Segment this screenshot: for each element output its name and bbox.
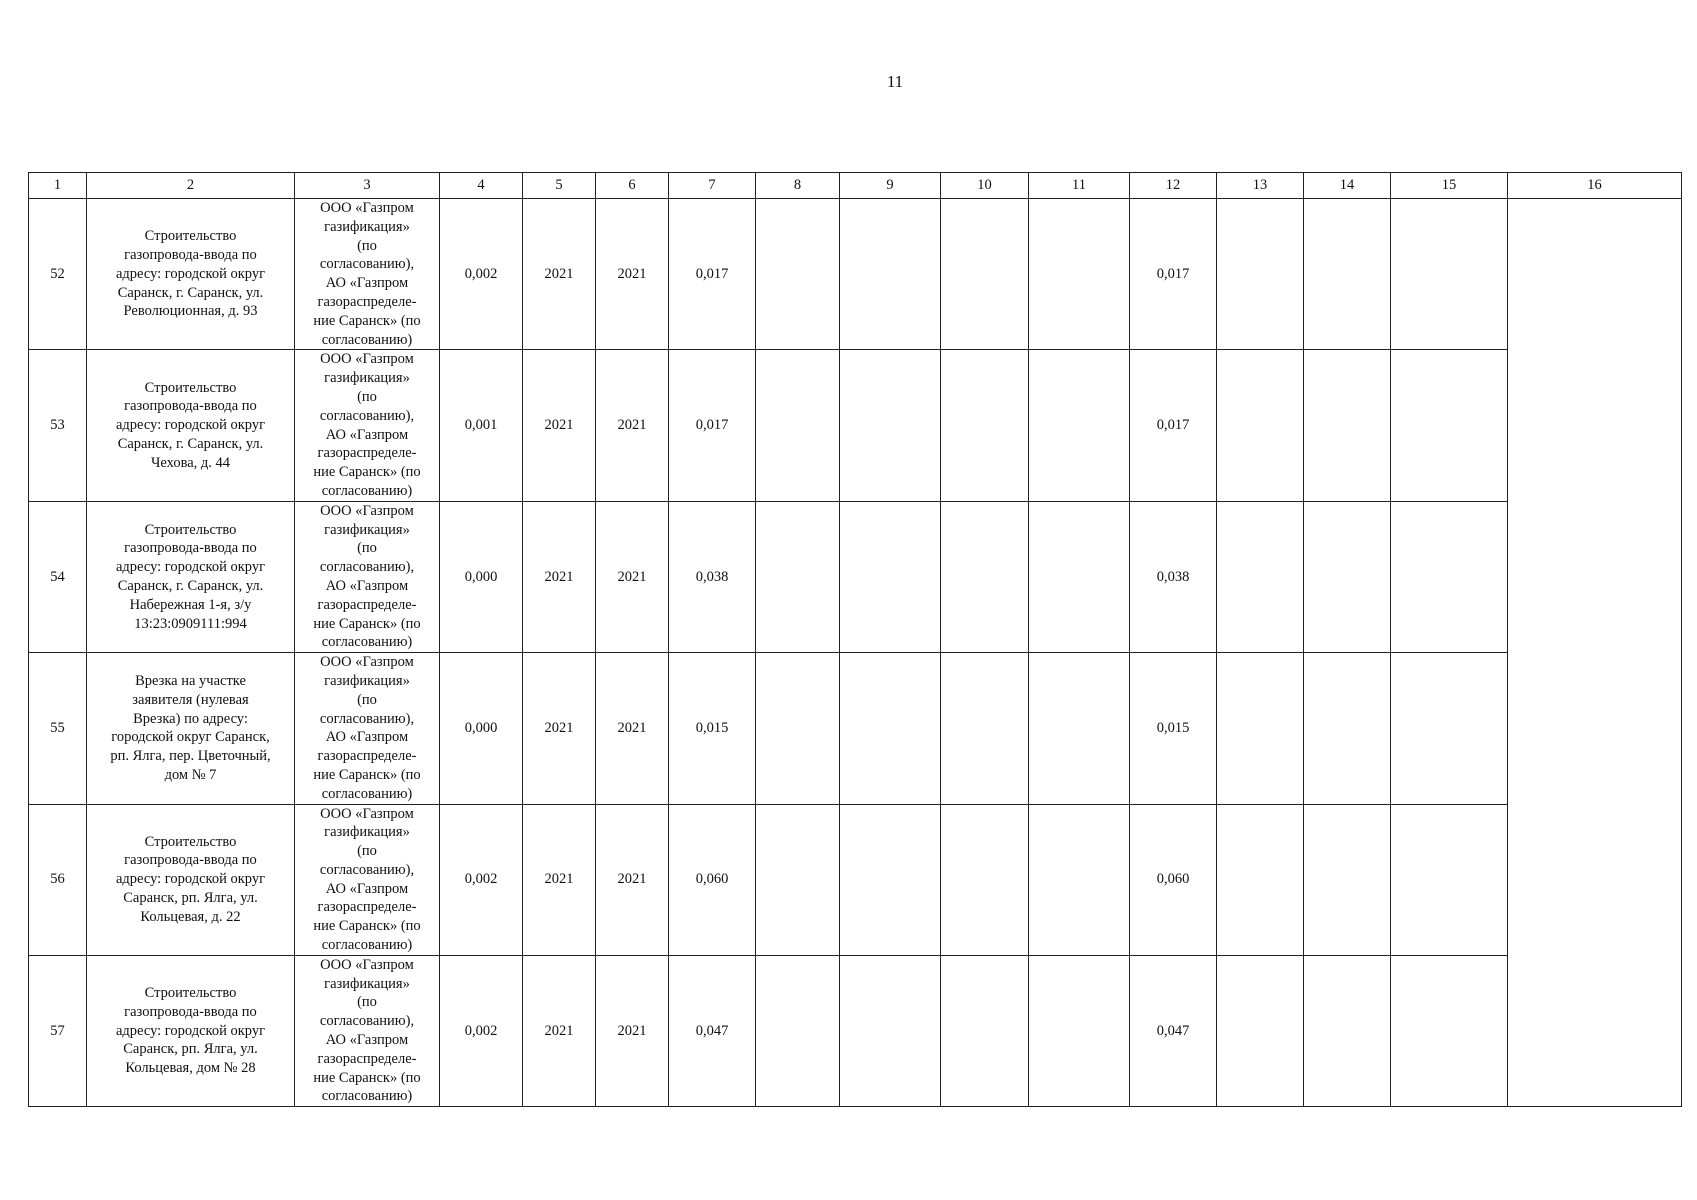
organization-line: АО «Газпром — [325, 1032, 409, 1049]
organization-line: (по — [357, 843, 377, 860]
column-10-cell — [941, 501, 1029, 652]
organization-line: газораспределе- — [317, 596, 417, 613]
column-11-cell — [1029, 804, 1130, 955]
column-header-1: 1 — [29, 173, 87, 199]
column-11-cell — [1029, 955, 1130, 1106]
column-header-16: 16 — [1508, 173, 1682, 199]
table-row — [29, 199, 1682, 350]
object-name-line: Строительство — [144, 833, 237, 850]
column-7-cell: 0,017 — [669, 350, 756, 501]
column-4-cell: 0,001 — [440, 350, 523, 501]
column-header-9: 9 — [840, 173, 941, 199]
column-8-cell — [756, 653, 840, 804]
column-15-cell — [1391, 653, 1508, 804]
organization-line: АО «Газпром — [325, 729, 409, 746]
column-10-cell — [941, 955, 1029, 1106]
column-9-cell — [840, 955, 941, 1106]
organization-line: согласованию) — [321, 937, 413, 954]
organization-line: (по — [357, 994, 377, 1011]
column-12-cell: 0,017 — [1130, 350, 1217, 501]
row-number-cell: 54 — [29, 501, 87, 652]
object-name-line: Саранск, г. Саранск, ул. — [117, 577, 264, 594]
column-12-cell: 0,015 — [1130, 653, 1217, 804]
row-number-cell: 53 — [29, 350, 87, 501]
table-row — [29, 653, 1682, 804]
object-name-line: Кольцевая, дом № 28 — [125, 1060, 256, 1077]
column-12-cell: 0,038 — [1130, 501, 1217, 652]
column-5-cell: 2021 — [523, 501, 596, 652]
column-11-cell — [1029, 501, 1130, 652]
column-7-cell: 0,015 — [669, 653, 756, 804]
object-name-line: Врезка) по адресу: — [133, 710, 248, 727]
organization-line: согласованию), — [319, 256, 415, 273]
object-name-line: газопровода-ввода по — [124, 398, 257, 415]
object-name-line: Революционная, д. 93 — [123, 303, 258, 320]
organization-line: газораспределе- — [317, 293, 417, 310]
organization-line: ООО «Газпром — [320, 805, 414, 822]
column-header-15: 15 — [1391, 173, 1508, 199]
organization-line: газификация» — [324, 672, 410, 689]
object-name-cell — [87, 653, 295, 804]
organization-cell — [295, 955, 440, 1106]
column-14-cell — [1304, 653, 1391, 804]
object-name-cell — [87, 804, 295, 955]
organization-line: ООО «Газпром — [320, 502, 414, 519]
column-8-cell — [756, 804, 840, 955]
row-number-cell: 55 — [29, 653, 87, 804]
column-9-cell — [840, 199, 941, 350]
column-14-cell — [1304, 199, 1391, 350]
object-name-line: Кольцевая, д. 22 — [140, 908, 241, 925]
column-11-cell — [1029, 199, 1130, 350]
object-name-line: Чехова, д. 44 — [150, 454, 231, 471]
object-name-line: Строительство — [144, 521, 237, 538]
organization-line: газификация» — [324, 975, 410, 992]
organization-line: газификация» — [324, 370, 410, 387]
column-header-3: 3 — [295, 173, 440, 199]
column-12-cell: 0,047 — [1130, 955, 1217, 1106]
object-name-line: газопровода-ввода по — [124, 246, 257, 263]
column-14-cell — [1304, 955, 1391, 1106]
column-6-cell: 2021 — [596, 501, 669, 652]
organization-line: газораспределе- — [317, 899, 417, 916]
organization-cell — [295, 350, 440, 501]
organization-line: газификация» — [324, 218, 410, 235]
object-name-line: Врезка на участке — [135, 672, 246, 689]
organization-line: АО «Газпром — [325, 275, 409, 292]
organization-line: газификация» — [324, 824, 410, 841]
organization-line: ние Саранск» (по — [313, 766, 421, 783]
column-6-cell: 2021 — [596, 955, 669, 1106]
table-row — [29, 955, 1682, 1106]
organization-line: согласованию) — [321, 634, 413, 651]
object-name-line: газопровода-ввода по — [124, 1003, 257, 1020]
organization-line: согласованию) — [321, 482, 413, 499]
organization-line: ООО «Газпром — [320, 351, 414, 368]
object-name-line: 13:23:0909111:994 — [134, 615, 247, 632]
object-name-line: городской округ Саранск, — [111, 729, 270, 746]
page-number: 11 — [886, 72, 904, 91]
column-16-cell — [1508, 199, 1682, 1107]
column-header-6: 6 — [596, 173, 669, 199]
column-14-cell — [1304, 350, 1391, 501]
column-13-cell — [1217, 501, 1304, 652]
organization-line: газораспределе- — [317, 1050, 417, 1067]
column-9-cell — [840, 653, 941, 804]
column-7-cell: 0,038 — [669, 501, 756, 652]
column-15-cell — [1391, 501, 1508, 652]
organization-line: ние Саранск» (по — [313, 464, 421, 481]
column-header-7: 7 — [669, 173, 756, 199]
column-header-11: 11 — [1029, 173, 1130, 199]
column-header-5: 5 — [523, 173, 596, 199]
column-6-cell: 2021 — [596, 199, 669, 350]
column-4-cell: 0,002 — [440, 804, 523, 955]
column-13-cell — [1217, 199, 1304, 350]
organization-line: газораспределе- — [317, 445, 417, 462]
column-4-cell: 0,000 — [440, 653, 523, 804]
column-header-4: 4 — [440, 173, 523, 199]
column-7-cell: 0,060 — [669, 804, 756, 955]
column-5-cell: 2021 — [523, 653, 596, 804]
table-header — [29, 173, 1682, 199]
object-name-line: газопровода-ввода по — [124, 540, 257, 557]
object-name-line: Саранск, г. Саранск, ул. — [117, 284, 264, 301]
organization-line: согласованию) — [321, 785, 413, 802]
table-body — [29, 199, 1682, 1107]
organization-line: ООО «Газпром — [320, 956, 414, 973]
column-12-cell: 0,017 — [1130, 199, 1217, 350]
column-header-13: 13 — [1217, 173, 1304, 199]
column-5-cell: 2021 — [523, 804, 596, 955]
header-row — [29, 173, 1682, 199]
column-4-cell: 0,002 — [440, 199, 523, 350]
organization-line: АО «Газпром — [325, 426, 409, 443]
organization-line: ние Саранск» (по — [313, 615, 421, 632]
organization-line: согласованию) — [321, 1088, 413, 1105]
column-8-cell — [756, 350, 840, 501]
row-number-cell: 57 — [29, 955, 87, 1106]
organization-line: (по — [357, 540, 377, 557]
column-header-14: 14 — [1304, 173, 1391, 199]
organization-line: газораспределе- — [317, 748, 417, 765]
column-15-cell — [1391, 350, 1508, 501]
column-10-cell — [941, 653, 1029, 804]
organization-cell — [295, 501, 440, 652]
column-12-cell: 0,060 — [1130, 804, 1217, 955]
column-header-2: 2 — [87, 173, 295, 199]
column-header-8: 8 — [756, 173, 840, 199]
table-row — [29, 804, 1682, 955]
column-10-cell — [941, 199, 1029, 350]
object-name-line: газопровода-ввода по — [124, 852, 257, 869]
row-number-cell: 56 — [29, 804, 87, 955]
table-row — [29, 501, 1682, 652]
object-name-line: дом № 7 — [164, 766, 217, 783]
column-5-cell: 2021 — [523, 199, 596, 350]
investment-program-table — [28, 172, 1682, 1107]
object-name-line: Саранск, рп. Ялга, ул. — [123, 1041, 258, 1058]
column-5-cell: 2021 — [523, 955, 596, 1106]
column-6-cell: 2021 — [596, 804, 669, 955]
organization-line: ние Саранск» (по — [313, 918, 421, 935]
organization-line: согласованию), — [319, 407, 415, 424]
column-header-12: 12 — [1130, 173, 1217, 199]
organization-line: ние Саранск» (по — [313, 1069, 421, 1086]
organization-line: (по — [357, 237, 377, 254]
row-number-cell: 52 — [29, 199, 87, 350]
object-name-cell — [87, 199, 295, 350]
column-4-cell: 0,002 — [440, 955, 523, 1106]
column-6-cell: 2021 — [596, 653, 669, 804]
organization-line: АО «Газпром — [325, 880, 409, 897]
organization-line: согласованию) — [321, 331, 413, 348]
object-name-line: адресу: городской округ — [115, 559, 266, 576]
column-13-cell — [1217, 350, 1304, 501]
object-name-line: адресу: городской округ — [115, 871, 266, 888]
column-10-cell — [941, 350, 1029, 501]
column-header-10: 10 — [941, 173, 1029, 199]
object-name-line: заявителя (нулевая — [132, 691, 249, 708]
object-name-line: Саранск, рп. Ялга, ул. — [123, 890, 258, 907]
organization-cell — [295, 199, 440, 350]
column-13-cell — [1217, 804, 1304, 955]
column-7-cell: 0,047 — [669, 955, 756, 1106]
object-name-cell — [87, 501, 295, 652]
organization-line: согласованию), — [319, 559, 415, 576]
object-name-cell — [87, 350, 295, 501]
table-row — [29, 350, 1682, 501]
object-name-line: Набережная 1-я, з/у — [129, 596, 252, 613]
organization-line: ООО «Газпром — [320, 200, 414, 216]
column-9-cell — [840, 501, 941, 652]
column-11-cell — [1029, 653, 1130, 804]
organization-line: согласованию), — [319, 1013, 415, 1030]
organization-line: (по — [357, 691, 377, 708]
object-name-line: Строительство — [144, 379, 237, 396]
column-15-cell — [1391, 199, 1508, 350]
column-11-cell — [1029, 350, 1130, 501]
column-8-cell — [756, 199, 840, 350]
object-name-line: адресу: городской округ — [115, 265, 266, 282]
object-name-line: Саранск, г. Саранск, ул. — [117, 435, 264, 452]
organization-line: ние Саранск» (по — [313, 312, 421, 329]
organization-cell — [295, 804, 440, 955]
object-name-cell — [87, 955, 295, 1106]
column-9-cell — [840, 350, 941, 501]
organization-cell — [295, 653, 440, 804]
object-name-line: Строительство — [144, 228, 237, 245]
column-7-cell: 0,017 — [669, 199, 756, 350]
column-9-cell — [840, 804, 941, 955]
column-15-cell — [1391, 804, 1508, 955]
column-13-cell — [1217, 653, 1304, 804]
organization-line: АО «Газпром — [325, 577, 409, 594]
column-15-cell — [1391, 955, 1508, 1106]
column-14-cell — [1304, 804, 1391, 955]
column-6-cell: 2021 — [596, 350, 669, 501]
organization-line: согласованию), — [319, 710, 415, 727]
column-13-cell — [1217, 955, 1304, 1106]
object-name-line: адресу: городской округ — [115, 1022, 266, 1039]
organization-line: (по — [357, 388, 377, 405]
column-4-cell: 0,000 — [440, 501, 523, 652]
column-5-cell: 2021 — [523, 350, 596, 501]
organization-line: газификация» — [324, 521, 410, 538]
object-name-line: рп. Ялга, пер. Цветочный, — [110, 748, 271, 765]
column-8-cell — [756, 501, 840, 652]
object-name-line: Строительство — [144, 985, 237, 1002]
object-name-line: адресу: городской округ — [115, 417, 266, 434]
organization-line: ООО «Газпром — [320, 654, 414, 671]
column-10-cell — [941, 804, 1029, 955]
organization-line: согласованию), — [319, 861, 415, 878]
column-14-cell — [1304, 501, 1391, 652]
column-8-cell — [756, 955, 840, 1106]
